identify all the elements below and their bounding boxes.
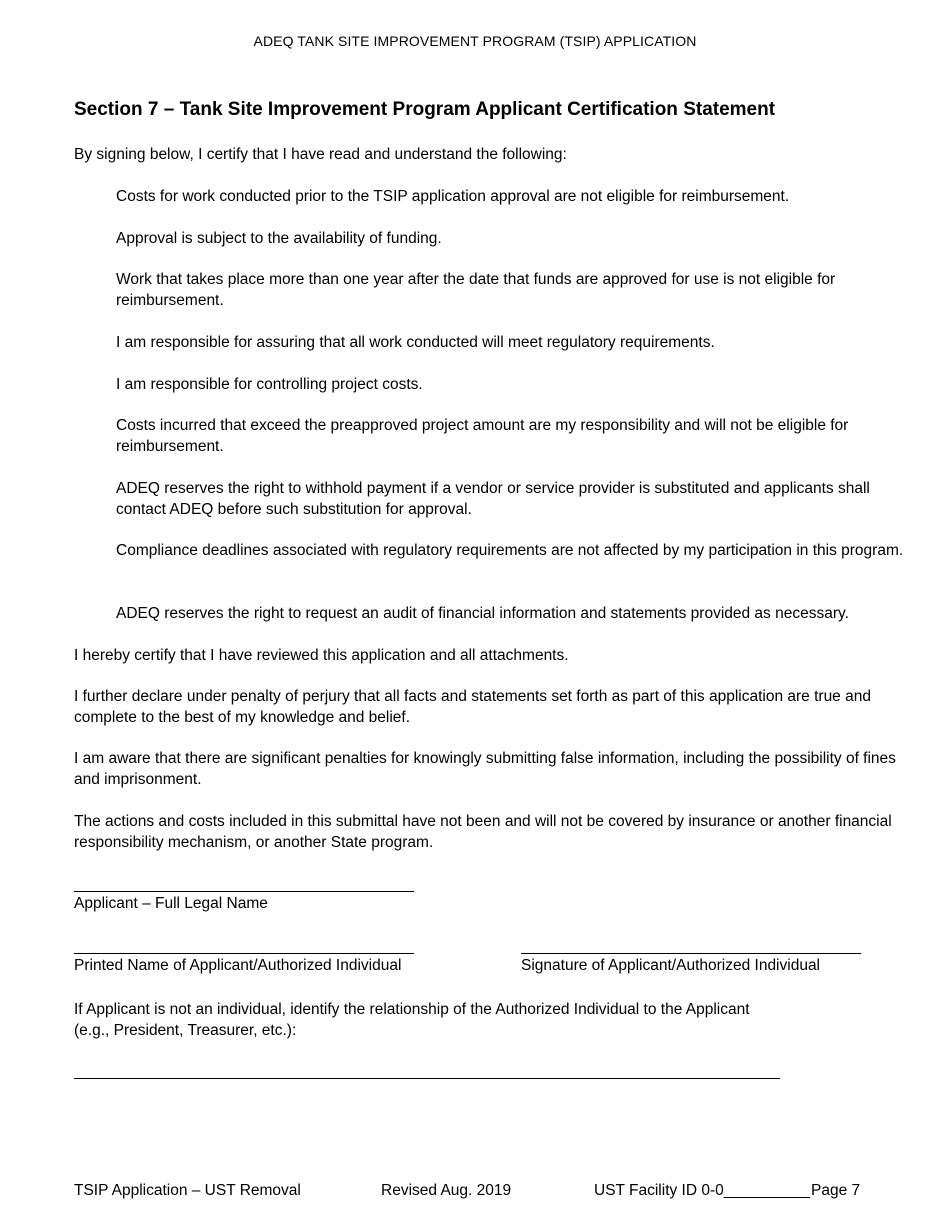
- applicant-name-line[interactable]: [74, 891, 414, 892]
- footer-doc-name: TSIP Application – UST Removal: [74, 1182, 301, 1199]
- certification-item: Costs for work conducted prior to the TSIP application approval are not eligible for reimbursement.: [116, 188, 790, 205]
- relationship-prompt: [74, 999, 904, 1041]
- statement-text: I hereby certify that I have reviewed this application and all attachments.: [74, 647, 569, 664]
- section-title: Section 7 – Tank Site Improvement Program Applicant Certification Statement: [74, 99, 776, 120]
- certification-item: Compliance deadlines associated with regulatory requirements are not affected by my participation in this program.: [116, 542, 904, 559]
- footer-page-number: Page 7: [811, 1182, 861, 1199]
- certification-item: ADEQ reserves the right to request an audit of financial information and statements provided as necessary.: [116, 605, 849, 622]
- footer-revised: Revised Aug. 2019: [381, 1182, 512, 1199]
- certification-item: I am responsible for controlling project costs.: [116, 376, 423, 393]
- signature-line[interactable]: [521, 953, 861, 954]
- printed-name-line[interactable]: [74, 953, 414, 954]
- statement-text: The actions and costs included in this submittal have not been and will not be covered by insurance or another financial responsibility mechanism, or another State program.: [74, 813, 892, 851]
- statement-text: I am aware that there are significant penalties for knowingly submitting false information, including the possibility of fines and imprisonment.: [74, 750, 896, 788]
- running-header: ADEQ TANK SITE IMPROVEMENT PROGRAM (TSIP) APPLICATION: [253, 33, 697, 49]
- certification-item: Approval is subject to the availability of funding.: [116, 230, 442, 247]
- printed-name-label: Printed Name of Applicant/Authorized Individual: [74, 957, 402, 974]
- intro-text: By signing below, I certify that I have read and understand the following:: [74, 146, 567, 163]
- certification-item: ADEQ reserves the right to withhold payment if a vendor or service provider is substituted and applicants shall contact ADEQ before such substitution for approval.: [116, 480, 870, 518]
- certification-item: Work that takes place more than one year after the date that funds are approved for use is not eligible for reimbursement.: [116, 271, 836, 309]
- statement-text: I further declare under penalty of perjury that all facts and statements set forth as part of this application are true and complete to the best of my knowledge and belief.: [74, 688, 871, 726]
- footer-facility-id: UST Facility ID 0-0__________: [594, 1182, 810, 1199]
- signature-label: Signature of Applicant/Authorized Individual: [521, 957, 821, 974]
- relationship-prompt-line1: If Applicant is not an individual, identify the relationship of the Authorized Individual to the Applicant: [74, 1001, 750, 1018]
- relationship-line[interactable]: [74, 1078, 780, 1079]
- applicant-name-label: Applicant – Full Legal Name: [74, 895, 268, 912]
- certification-item: Costs incurred that exceed the preapproved project amount are my responsibility and will not be eligible for reimbursement.: [116, 417, 849, 455]
- relationship-prompt-line2: (e.g., President, Treasurer, etc.):: [74, 1022, 297, 1039]
- certification-item: I am responsible for assuring that all work conducted will meet regulatory requirements.: [116, 334, 715, 351]
